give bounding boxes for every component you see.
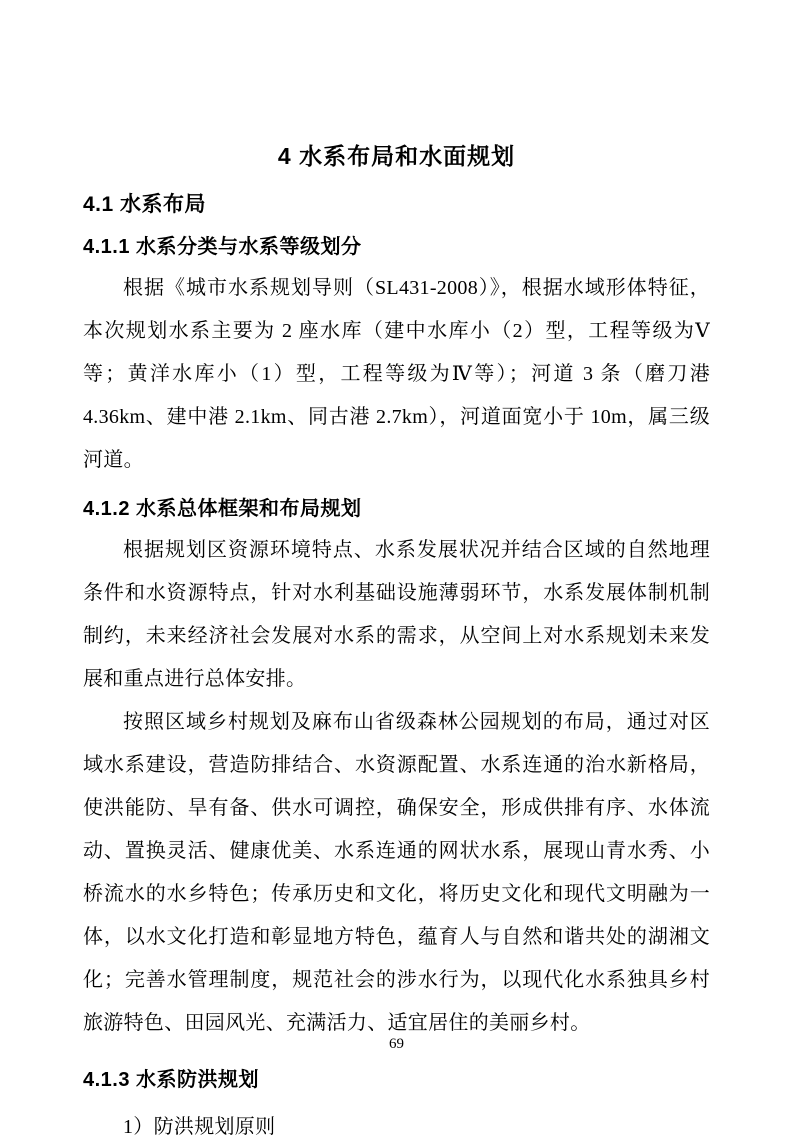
paragraph-framework-overview: 根据规划区资源环境特点、水系发展状况并结合区域的自然地理条件和水资源特点，针对水利基础设施薄弱环节，水系发展体制机制制约，未来经济社会发展对水系的需求，从空间上对水系规划未来发展和重点进行总体安排。: [83, 539, 710, 690]
page-number: 69: [389, 1036, 404, 1052]
chapter-title: 4 水系布局和水面规划: [277, 143, 516, 169]
heading-4-1-3: 4.1.3 水系防洪规划: [83, 1069, 260, 1091]
heading-4-1-2: 4.1.2 水系总体框架和布局规划: [83, 498, 362, 520]
paragraph-layout-plan: 按照区域乡村规划及麻布山省级森林公园规划的布局，通过对区域水系建设，营造防排结合、水资源配置、水系连通的治水新格局，使洪能防、旱有备、供水可调控，确保安全，形成供排有序、水体流动、置换灵活、健康优美、水系连通的网状水系，展现山青水秀、小桥流水的水乡特色；传承历史和文化，将历史文化和现代文明融为一体，以水文化打造和彰显地方特色，蕴育人与自然和谐共处的湖湘文化；完善水管理制度，规范社会的涉水行为，以现代化水系独具乡村旅游特色、田园风光、充满活力、适宜居住的美丽乡村。: [83, 711, 710, 1034]
list-item-flood-principle: 1）防洪规划原则: [123, 1116, 276, 1138]
heading-4-1-1: 4.1.1 水系分类与水系等级划分: [83, 236, 362, 258]
paragraph-water-classification: 根据《城市水系规划导则（SL431-2008）》，根据水域形体特征，本次规划水系主要为 2 座水库（建中水库小（2）型，工程等级为Ⅴ等；黄洋水库小（1）型，工程等级为Ⅳ等）；河道 3 条（磨刀港 4.36km、建中港 2.1km、同古港 2.7km），河道面宽小于 10m，属三级河道。: [83, 277, 710, 471]
heading-4-1: 4.1 水系布局: [83, 193, 207, 216]
